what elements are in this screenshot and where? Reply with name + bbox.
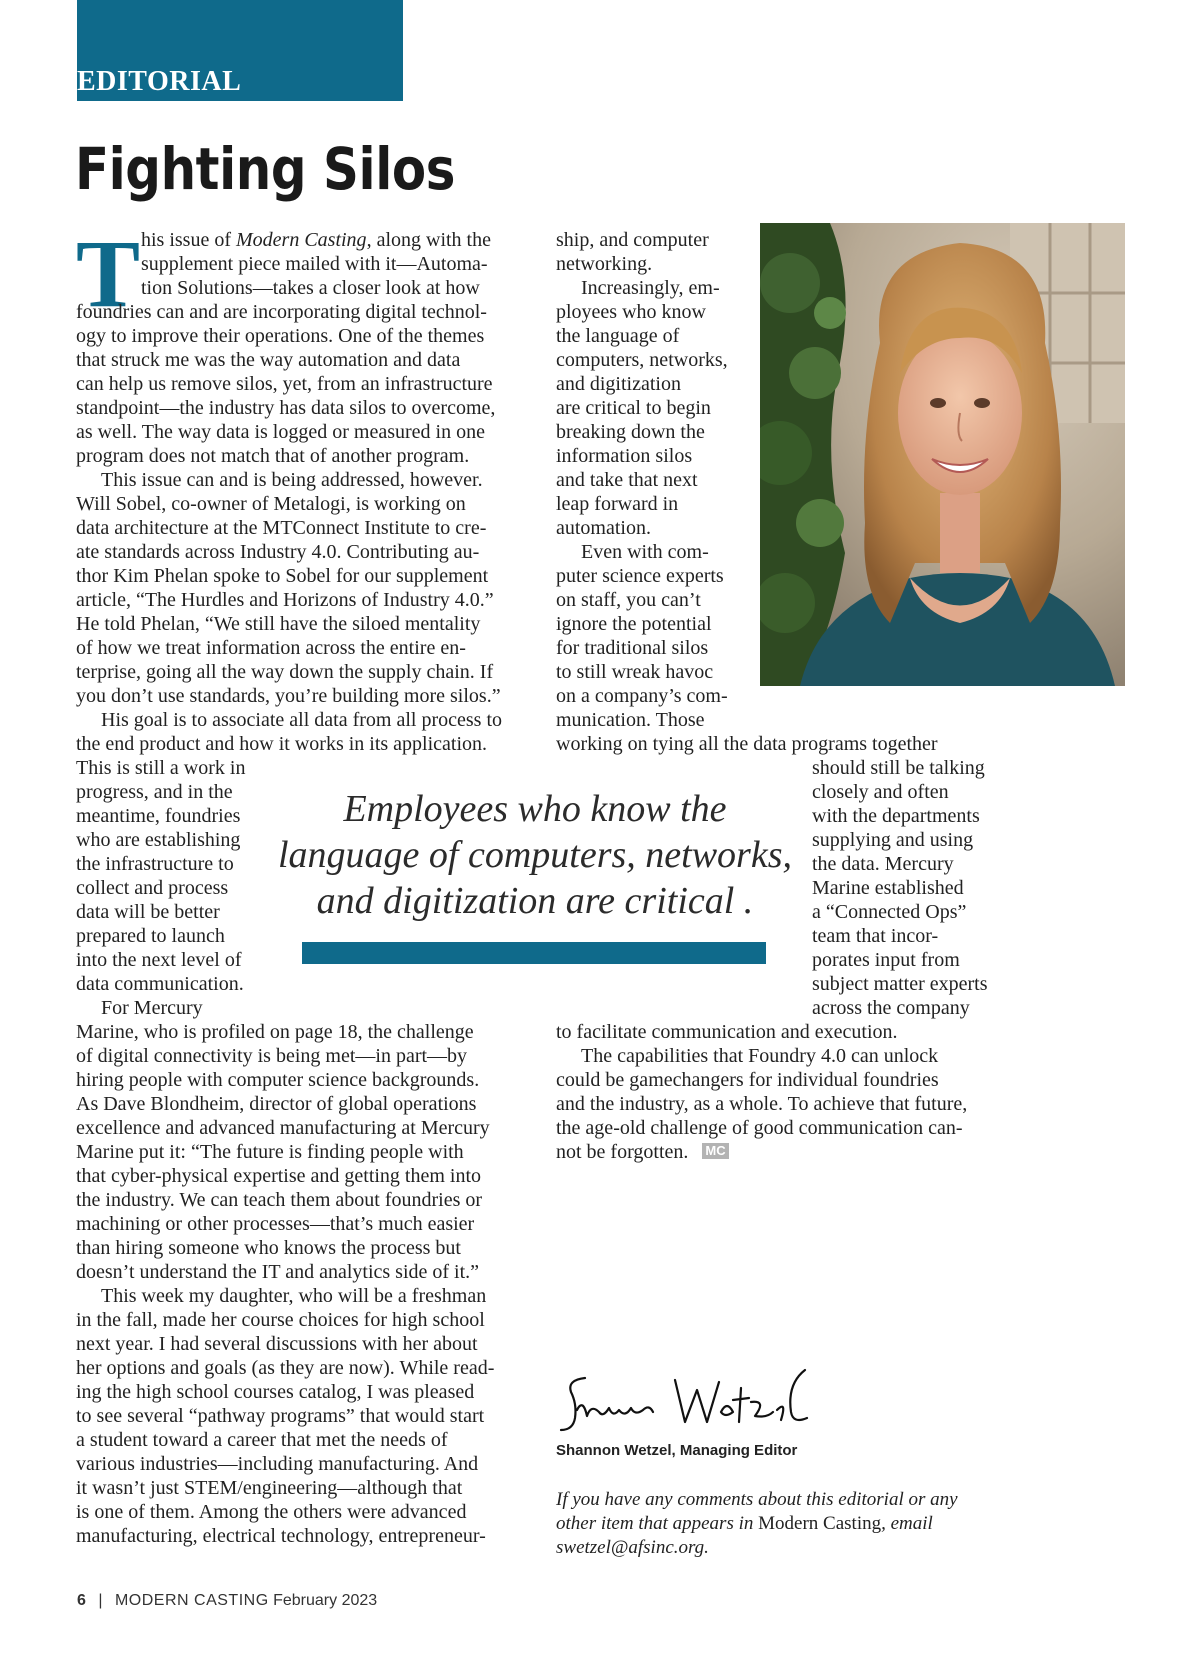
body-text-line: across the company (812, 997, 970, 1019)
body-text-line: it wasn’t just STEM/engineering—although that (76, 1477, 463, 1499)
body-text-line: next year. I had several discussions with her about (76, 1333, 478, 1355)
pull-quote-line: and digitization are critical . (316, 880, 754, 922)
body-text-line: This is still a work in (76, 757, 246, 779)
body-text-line: meantime, foundries (76, 805, 241, 827)
body-text-line: with the departments (812, 805, 980, 827)
body-text-line: a “Connected Ops” (812, 901, 967, 923)
body-text-line: Marine put it: “The future is finding people with (76, 1141, 464, 1163)
body-text-line: Marine, who is profiled on page 18, the challenge (76, 1021, 474, 1043)
body-text-line: ing the high school courses catalog, I was pleased (76, 1381, 475, 1403)
page-number: 6 (77, 1592, 86, 1609)
body-text-line: He told Phelan, “We still have the siloed mentality (76, 613, 481, 635)
body-text-line: as well. The way data is logged or measured in one (76, 421, 485, 443)
body-text-line: her options and goals (as they are now). While read- (76, 1357, 495, 1379)
body-text-line: than hiring someone who knows the process but (76, 1237, 461, 1259)
body-text-line: manufacturing, electrical technology, entrepreneur- (76, 1525, 486, 1547)
body-text-line: automation. (556, 517, 651, 539)
body-text-line: doesn’t understand the IT and analytics side of it.” (76, 1261, 480, 1283)
body-text-line: program does not match that of another program. (76, 445, 470, 467)
footer-separator: | (98, 1592, 103, 1609)
body-text-line: data communication. (76, 973, 244, 995)
body-text-line: Even with com- (581, 541, 709, 563)
body-text-line: should still be talking (812, 757, 985, 779)
body-text-line: terprise, going all the way down the supply chain. If (76, 661, 494, 683)
body-text-line: This issue can and is being addressed, however. (101, 469, 483, 491)
body-text-line: porates input from (812, 949, 960, 971)
body-text-line: breaking down the (556, 421, 705, 443)
pull-quote-rule (302, 942, 766, 964)
body-text-line: working on tying all the data programs together (556, 733, 938, 755)
editor-portrait-photo (760, 223, 1125, 686)
body-text-line: can help us remove silos, yet, from an infrastructure (76, 373, 493, 395)
body-text-line: that cyber-physical expertise and getting them into (76, 1165, 482, 1187)
body-text-line: is one of them. Among the others were advanced (76, 1501, 467, 1523)
body-text-line: and the industry, as a whole. To achieve that future, (556, 1093, 968, 1115)
body-text-line: a student toward a career that met the needs of (76, 1429, 448, 1451)
body-text-line: foundries can and are incorporating digital technol- (76, 301, 487, 323)
body-text-line: the end product and how it works in its application. (76, 733, 488, 755)
body-text-line: As Dave Blondheim, director of global operations (76, 1093, 477, 1115)
body-text-line: ogy to improve their operations. One of the themes (76, 325, 485, 347)
end-of-article-mark: MC (702, 1143, 728, 1159)
body-text-line: the age-old challenge of good communication can- (556, 1117, 963, 1139)
body-text-line: on a company’s com- (556, 685, 728, 707)
body-text-line: excellence and advanced manufacturing at Mercury (76, 1117, 490, 1139)
body-text-line: data architecture at the MTConnect Institute to cre- (76, 517, 487, 539)
body-text-line: tion Solutions—takes a closer look at how (141, 277, 480, 299)
headline: Fighting Silos (75, 135, 455, 203)
closing-note-line: swetzel@afsinc.org. (556, 1537, 709, 1558)
signature-name: Shannon Wetzel, Managing Editor (556, 1442, 798, 1459)
body-text-line: are critical to begin (556, 397, 711, 419)
pull-quote-line: language of computers, networks, (277, 834, 792, 876)
magazine-name: MODERN CASTING (114, 1592, 269, 1609)
body-text-line: Will Sobel, co-owner of Metalogi, is working on (76, 493, 466, 515)
issue-date: February 2023 (273, 1592, 378, 1609)
closing-note-line: other item that appears in Modern Casting, email (556, 1513, 933, 1534)
body-text-line: the industry. We can teach them about foundries or (76, 1189, 483, 1211)
body-text-line: supplying and using (812, 829, 974, 851)
body-text-line: to see several “pathway programs” that would start (76, 1405, 485, 1427)
body-text-line: to still wreak havoc (556, 661, 714, 683)
body-text-line: of digital connectivity is being met—in part—by (76, 1045, 468, 1067)
body-text-line: ployees who know (556, 301, 706, 323)
body-text-line: you don’t use standards, you’re building more silos.” (76, 685, 501, 707)
body-text-line: hiring people with computer science backgrounds. (76, 1069, 480, 1091)
body-text-line: his issue of Modern Casting, along with the (141, 229, 491, 251)
body-text-line: The capabilities that Foundry 4.0 can unlock (581, 1045, 939, 1067)
body-text-line: various industries—including manufacturing. And (76, 1453, 479, 1475)
body-text-line: For Mercury (101, 997, 203, 1019)
body-text-line: and take that next (556, 469, 698, 491)
body-text-line: standpoint—the industry has data silos to overcome, (76, 397, 496, 419)
body-text-line: prepared to launch (76, 925, 225, 947)
body-text-line: for traditional silos (556, 637, 709, 659)
body-text-line: who are establishing (76, 829, 241, 851)
body-text-line: ignore the potential (556, 613, 712, 635)
body-text-line: not be forgotten. MC (556, 1140, 729, 1164)
body-text-line: puter science experts (556, 565, 724, 587)
body-text-line: data will be better (76, 901, 220, 923)
handwritten-signature (555, 1360, 815, 1450)
body-text-line: munication. Those (556, 709, 705, 731)
body-text-line: team that incor- (812, 925, 939, 947)
body-text-line: progress, and in the (76, 781, 233, 803)
body-text-line: into the next level of (76, 949, 242, 971)
page-footer (77, 1592, 377, 1610)
body-text-line: networking. (556, 253, 653, 275)
body-text-line: and digitization (556, 373, 681, 395)
body-text-line: Increasingly, em- (581, 277, 720, 299)
body-text-line: information silos (556, 445, 693, 467)
body-text-line: could be gamechangers for individual foundries (556, 1069, 939, 1091)
body-text-line: computers, networks, (556, 349, 728, 371)
body-text-line: closely and often (812, 781, 949, 803)
body-text-line: on staff, you can’t (556, 589, 701, 611)
body-text-line: collect and process (76, 877, 229, 899)
body-text-line: article, “The Hurdles and Horizons of Industry 4.0.” (76, 589, 494, 611)
body-text-line: subject matter experts (812, 973, 988, 995)
drop-cap: T (76, 220, 141, 327)
section-label: EDITORIAL (77, 66, 242, 97)
body-text-line: that struck me was the way automation and data (76, 349, 461, 371)
body-text-line: This week my daughter, who will be a freshman (101, 1285, 487, 1307)
body-text-line: ship, and computer (556, 229, 709, 251)
body-text-line: the language of (556, 325, 680, 347)
body-text-line: Marine established (812, 877, 964, 899)
body-text-line: to facilitate communication and execution. (556, 1021, 898, 1043)
body-text-line: the infrastructure to (76, 853, 234, 875)
body-text-line: supplement piece mailed with it—Automa- (141, 253, 488, 275)
closing-note-line: If you have any comments about this editorial or any (556, 1489, 958, 1510)
body-text-line: the data. Mercury (812, 853, 954, 875)
body-text-line: of how we treat information across the entire en- (76, 637, 466, 659)
body-text-line: leap forward in (556, 493, 679, 515)
body-text-line: machining or other processes—that’s much easier (76, 1213, 475, 1235)
body-text-line: ate standards across Industry 4.0. Contributing au- (76, 541, 480, 563)
body-text-line: thor Kim Phelan spoke to Sobel for our supplement (76, 565, 489, 587)
body-text-line: His goal is to associate all data from all process to (101, 709, 503, 731)
body-text-line: in the fall, made her course choices for high school (76, 1309, 485, 1331)
pull-quote-line: Employees who know the (343, 788, 727, 830)
